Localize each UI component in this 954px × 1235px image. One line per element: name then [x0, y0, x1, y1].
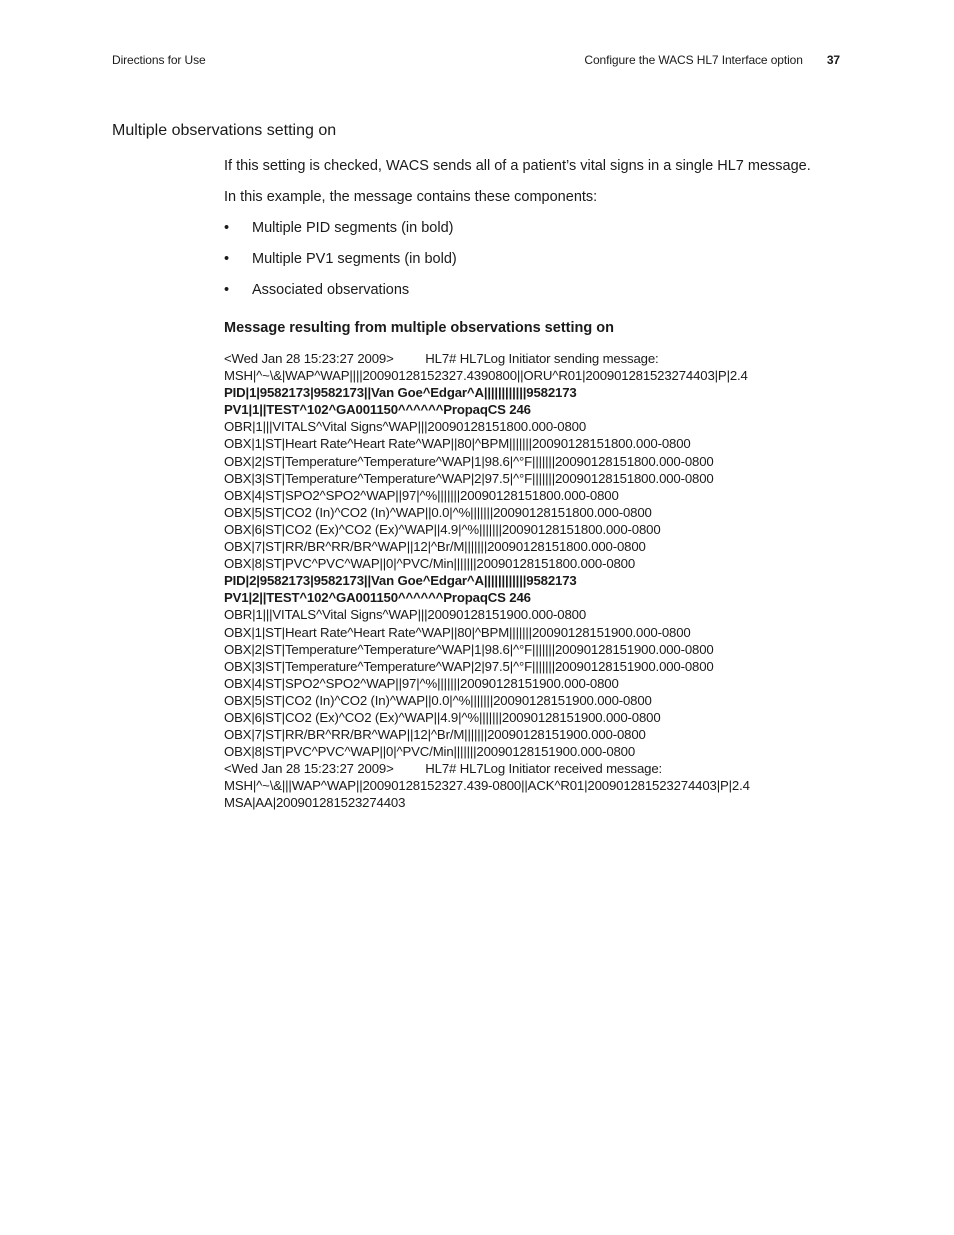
- section-title: Multiple observations setting on: [112, 122, 337, 139]
- log-line: MSH|^~\&|WAP^WAP||||20090128152327.4390800||ORU^R01|200901281523274403|P|2.4: [224, 368, 748, 384]
- header-doc-title: Directions for Use: [112, 53, 206, 67]
- log-line-bold: PV1|2||TEST^102^GA001150^^^^^^PropaqCS 246: [224, 590, 531, 606]
- log-line: MSA|AA|200901281523274403: [224, 795, 406, 811]
- log-line: OBX|6|ST|CO2 (Ex)^CO2 (Ex)^WAP||4.9|^%|||||||20090128151800.000-0800: [224, 521, 661, 537]
- header-chapter-title: Configure the WACS HL7 Interface option: [584, 53, 803, 67]
- page-number: 37: [826, 53, 840, 67]
- components-paragraph: In this example, the message contains these components:: [224, 189, 598, 205]
- log-line: OBX|1|ST|Heart Rate^Heart Rate^WAP||80|^BPM|||||||20090128151800.000-0800: [224, 436, 691, 452]
- component-list: [224, 219, 814, 299]
- log-line: OBX|6|ST|CO2 (Ex)^CO2 (Ex)^WAP||4.9|^%|||||||20090128151900.000-0800: [224, 709, 661, 725]
- log-line: MSH|^~\&|||WAP^WAP||20090128152327.439-0800||ACK^R01|200901281523274403|P|2.4: [224, 778, 750, 794]
- log-line: OBX|8|ST|PVC^PVC^WAP||0|^PVC/Min|||||||20090128151900.000-0800: [224, 744, 636, 760]
- log-line: OBX|4|ST|SPO2^SPO2^WAP||97|^%|||||||20090128151900.000-0800: [224, 675, 619, 691]
- message-heading: Message resulting from multiple observations setting on: [224, 320, 614, 336]
- log-line: OBX|7|ST|RR/BR^RR/BR^WAP||12|^Br/M|||||||20090128151900.000-0800: [224, 727, 646, 743]
- log-line: OBX|2|ST|Temperature^Temperature^WAP|1|98.6|^°F|||||||20090128151800.000-0800: [224, 453, 714, 469]
- log-line: OBX|8|ST|PVC^PVC^WAP||0|^PVC/Min|||||||20090128151800.000-0800: [224, 556, 636, 572]
- log-line: OBX|4|ST|SPO2^SPO2^WAP||97|^%|||||||20090128151800.000-0800: [224, 487, 619, 503]
- log-line: OBR|1|||VITALS^Vital Signs^WAP|||20090128151900.000-0800: [224, 607, 587, 623]
- log-line: OBX|1|ST|Heart Rate^Heart Rate^WAP||80|^BPM|||||||20090128151900.000-0800: [224, 624, 691, 640]
- list-item: • Associated observations: [224, 281, 814, 299]
- header-section: [584, 53, 840, 67]
- log-line-bold: PID|1|9582173|9582173||Van Goe^Edgar^A||||||||||||9582173: [224, 385, 577, 401]
- intro-paragraph: If this setting is checked, WACS sends all of a patient’s vital signs in a single HL7 message.: [224, 158, 811, 174]
- log-line: OBX|7|ST|RR/BR^RR/BR^WAP||12|^Br/M|||||||20090128151800.000-0800: [224, 539, 646, 555]
- hl7-message-log: [224, 350, 814, 812]
- log-line-bold: PID|2|9582173|9582173||Van Goe^Edgar^A||||||||||||9582173: [224, 573, 577, 589]
- log-line: OBX|3|ST|Temperature^Temperature^WAP|2|97.5|^°F|||||||20090128151800.000-0800: [224, 470, 714, 486]
- body-content: [224, 157, 814, 812]
- log-line: OBX|5|ST|CO2 (In)^CO2 (In)^WAP||0.0|^%|||||||20090128151800.000-0800: [224, 504, 652, 520]
- list-item: • Multiple PID segments (in bold): [224, 219, 814, 237]
- log-line: OBX|2|ST|Temperature^Temperature^WAP|1|98.6|^°F|||||||20090128151900.000-0800: [224, 641, 714, 657]
- log-line: OBX|5|ST|CO2 (In)^CO2 (In)^WAP||0.0|^%|||||||20090128151900.000-0800: [224, 692, 652, 708]
- log-line-bold: PV1|1||TEST^102^GA001150^^^^^^PropaqCS 246: [224, 402, 531, 418]
- list-item: • Multiple PV1 segments (in bold): [224, 250, 814, 268]
- log-line: OBX|3|ST|Temperature^Temperature^WAP|2|97.5|^°F|||||||20090128151900.000-0800: [224, 658, 714, 674]
- log-line: <Wed Jan 28 15:23:27 2009> HL7# HL7Log Initiator sending message:: [224, 351, 659, 366]
- log-line: <Wed Jan 28 15:23:27 2009> HL7# HL7Log Initiator received message:: [224, 761, 663, 777]
- log-line: OBR|1|||VITALS^Vital Signs^WAP|||20090128151800.000-0800: [224, 419, 587, 435]
